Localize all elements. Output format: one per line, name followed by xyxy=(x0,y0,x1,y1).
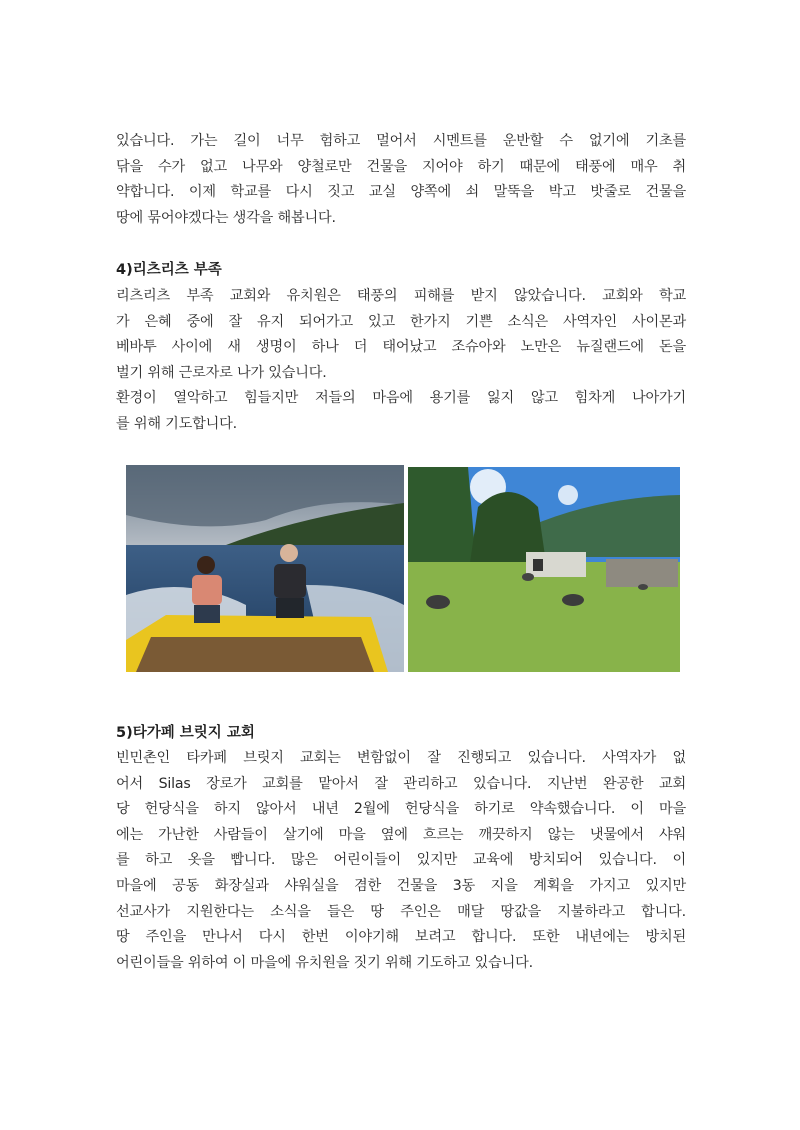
section-4-heading: 4)리츠리츠 부족 xyxy=(116,262,222,278)
text-line: 에는 가난한 사람들이 살기에 마을 옆에 흐르는 깨끗하지 않는 냇물에서 샤워 xyxy=(116,826,686,843)
text-line: 를 위해 기도합니다. xyxy=(116,415,237,432)
text-line: 있습니다. 가는 길이 너무 험하고 멀어서 시멘트를 운반할 수 없기에 기초를 xyxy=(116,133,686,149)
boat-photo xyxy=(126,465,404,672)
section-4-paragraph xyxy=(116,284,686,438)
section-5-heading: 5)타가페 브릿지 교회 xyxy=(116,725,255,741)
text-line: 베바투 사이에 새 생명이 하나 더 태어났고 조슈아와 노만은 뉴질랜드에 돈을 xyxy=(116,339,686,356)
text-line: 땅 주인을 만나서 다시 한번 이야기해 보려고 합니다. 또한 내년에는 방치된 xyxy=(116,929,686,946)
text-line: 벌기 위해 근로자로 나가 있습니다. xyxy=(116,364,327,381)
text-line: 리츠리츠 부족 교회와 유치원은 태풍의 피해를 받지 않았습니다. 교회와 학교 xyxy=(116,288,686,304)
text-line: 환경이 열악하고 힘들지만 저들의 마음에 용기를 잃지 않고 힘차게 나아가기 xyxy=(116,390,686,407)
text-line: 어서 Silas 장로가 교회를 맡아서 잘 관리하고 있습니다. 지난번 완공한 교회 xyxy=(116,775,686,792)
text-line: 빈민촌인 타카페 브릿지 교회는 변함없이 잘 진행되고 있습니다. 사역자가 없 xyxy=(116,750,686,766)
section-5-paragraph xyxy=(116,746,686,976)
village-photo xyxy=(408,467,680,672)
intro-paragraph xyxy=(116,129,686,231)
text-line: 를 하고 옷을 빱니다. 많은 어린이들이 있지만 교육에 방치되어 있습니다. 이 xyxy=(116,852,686,869)
text-line: 마을에 공동 화장실과 샤워실을 겸한 건물을 3동 지을 계획을 가지고 있지만 xyxy=(116,877,686,894)
text-line: 닦을 수가 없고 나무와 양철로만 건물을 지어야 하기 때문에 태풍에 매우 취 xyxy=(116,158,686,175)
text-line: 당 헌당식을 하지 않아서 내년 2월에 헌당식을 하기로 약속했습니다. 이 마을 xyxy=(116,801,686,818)
text-line: 약합니다. 이제 학교를 다시 짓고 교실 양쪽에 쇠 말뚝을 박고 밧줄로 건물을 xyxy=(116,184,686,201)
text-line: 선교사가 지원한다는 소식을 들은 땅 주인은 매달 땅값을 지불하라고 합니다. xyxy=(116,903,686,920)
text-line: 땅에 묶어야겠다는 생각을 해봅니다. xyxy=(116,209,336,226)
text-line: 가 은혜 중에 잘 유지 되어가고 있고 한가지 기쁜 소식은 사역자인 사이몬과 xyxy=(116,313,686,330)
text-line: 어린이들을 위하여 이 마을에 유치원을 짓기 위해 기도하고 있습니다. xyxy=(116,954,533,971)
